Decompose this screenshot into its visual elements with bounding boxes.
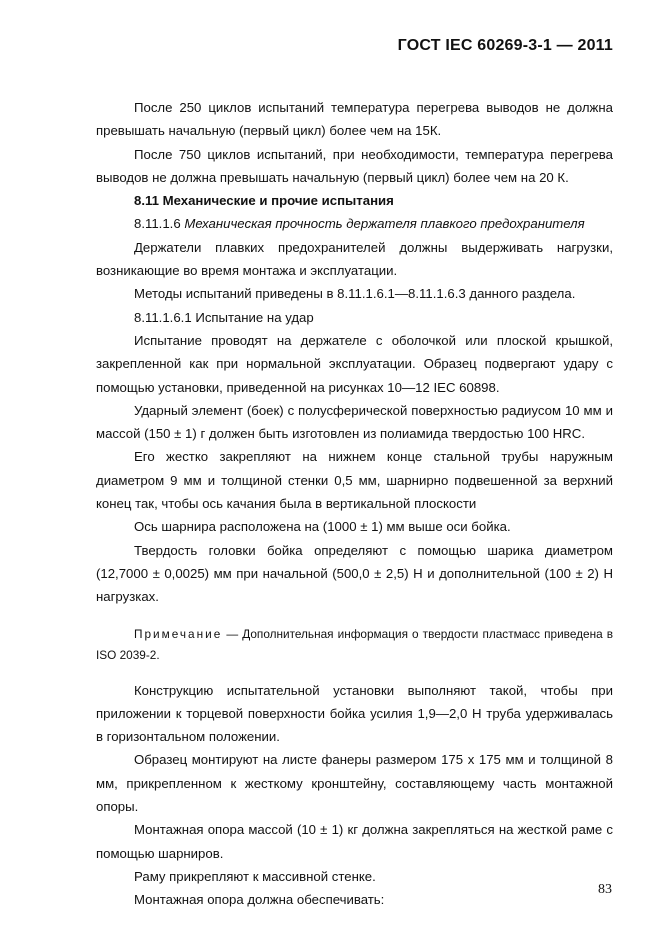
document-body <box>96 96 613 912</box>
paragraph-1: После 250 циклов испытаний температура перегрева выводов не должна превышать начальную (первый цикл) более чем на 15К. <box>96 100 613 139</box>
paragraph-13: Раму прикрепляют к массивной стенке. <box>134 868 376 884</box>
paragraph-11: Образец монтируют на листе фанеры размером 175 x 175 мм и толщиной 8 мм, прикрепленном к жесткому кронштейну, составляющему часть монтажной опоры. <box>96 752 613 815</box>
paragraph-6: Ударный элемент (боек) с полусферической поверхностью радиусом 10 мм и массой (150 ± 1) г должен быть изготовлен из полиамида твердостью 100 HRC. <box>96 402 613 442</box>
section-heading-8-11: 8.11 Механические и прочие испытания <box>134 193 394 209</box>
paragraph-9: Твердость головки бойка определяют с помощью шарика диаметром (12,7000 ± 0,0025) мм при начальной (500,0 ± 2,5) Н и дополнительной (100 ± 2) Н нагрузках. <box>96 542 613 605</box>
paragraph-14: Монтажная опора должна обеспечивать: <box>134 892 385 908</box>
paragraph-5: Испытание проводят на держателе с оболочкой или плоской крышкой, закрепленной как при нормальной эксплуатации. Образец подвергают удару с помощью установки, приведенной на рисунках 10—12 IEC 60898. <box>96 332 613 395</box>
subsection-heading-8-11-1-6 <box>96 212 613 235</box>
paragraph-12: Монтажная опора массой (10 ± 1) кг должна закрепляться на жесткой раме с помощью шарниров. <box>96 822 613 861</box>
subsection-number: 8.11.1.6 <box>134 216 181 232</box>
subsection-heading-8-11-1-6-1: 8.11.1.6.1 Испытание на удар <box>134 309 314 325</box>
subsection-title: Механическая прочность держателя плавкого предохранителя <box>184 216 585 232</box>
paragraph-2: После 750 циклов испытаний, при необходимости, температура перегрева выводов не должна превышать начальную (первый цикл) более чем на 20 К. <box>96 146 613 185</box>
paragraph-4: Методы испытаний приведены в 8.11.1.6.1—8.11.1.6.3 данного раздела. <box>134 286 576 302</box>
page-number: 83 <box>598 882 612 897</box>
note <box>96 624 613 666</box>
paragraph-8: Ось шарнира расположена на (1000 ± 1) мм выше оси бойка. <box>134 519 511 535</box>
note-label: Примечание <box>134 626 223 641</box>
document-header: ГОСТ IEC 60269-3-1 — 2011 <box>397 37 613 54</box>
note-text: — Дополнительная информация о твердости пластмасс приведена в ISO 2039-2. <box>96 626 613 662</box>
paragraph-3: Держатели плавких предохранителей должны выдерживать нагрузки, возникающие во время монтажа и эксплуатации. <box>96 239 613 279</box>
paragraph-7: Его жестко закрепляют на нижнем конце стальной трубы наружным диаметром 9 мм и толщиной стенки 0,5 мм, шарнирно подвешенной за верхний конец так, чтобы ось качания была в вертикальной плоскости <box>96 449 613 512</box>
paragraph-10: Конструкцию испытательной установки выполняют такой, чтобы при приложении к торцевой поверхности бойка усилия 1,9—2,0 Н труба удерживалась в горизонтальном положении. <box>96 682 613 745</box>
